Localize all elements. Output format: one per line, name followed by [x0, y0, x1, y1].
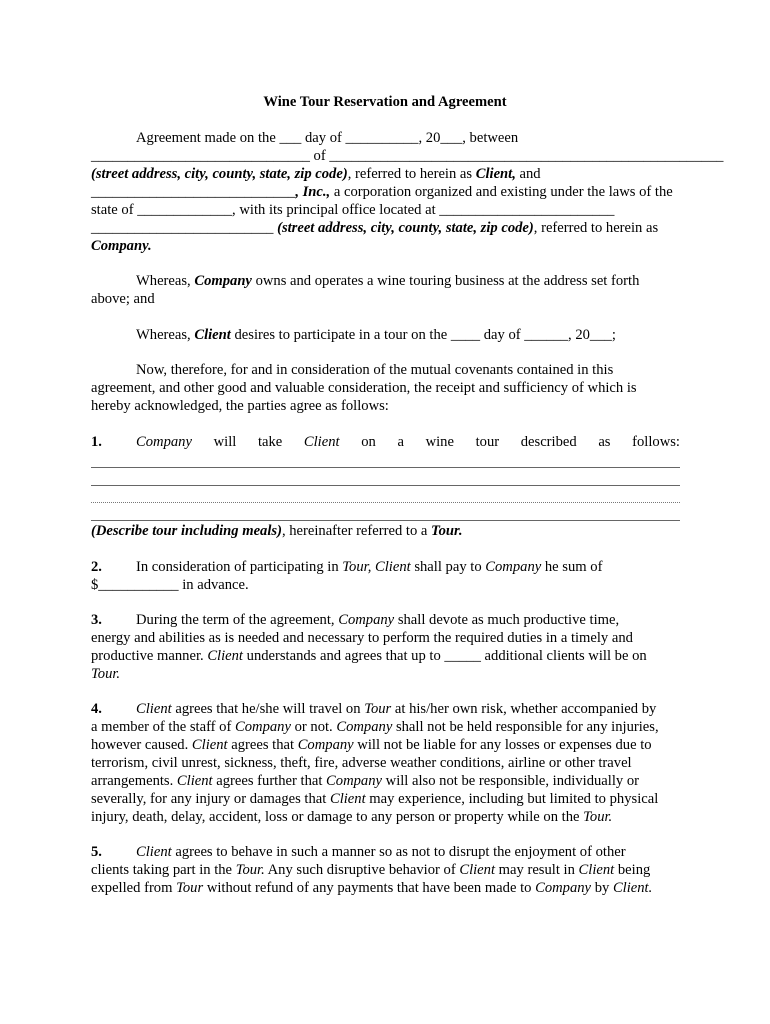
s3-l3a: productive manner. [91, 648, 208, 664]
s4-l5c: agrees further that [212, 773, 327, 789]
s2-a: In consideration of participating in [136, 559, 343, 575]
s4-l5b: Client [176, 773, 213, 789]
whereas-1-line-1 [136, 273, 639, 291]
now-line-3: hereby acknowledged, the parties agree as follows: [91, 398, 389, 414]
intro-l2b: ______________________________________________________ [329, 148, 724, 164]
section-1-description [91, 523, 463, 541]
s4-l2a: a member of the staff of [91, 719, 235, 735]
tour-description-line-3[interactable] [91, 502, 680, 503]
s5-l3b: Tour [176, 880, 204, 896]
section-2-line-1 [136, 559, 602, 577]
s5-l3c: without refund of any payments that have been made to [203, 880, 536, 896]
s4-l3e: will not be liable for any losses or expenses due to [353, 737, 652, 753]
s1-desc-b: , hereinafter referred to a [281, 523, 432, 539]
tour-description-line-1[interactable] [91, 467, 680, 468]
s5-l2e: may result in [495, 862, 579, 878]
intro-line-3 [91, 166, 541, 184]
s4-l3d: Company [297, 737, 354, 753]
s4-l2e: shall not be held responsible for any injuries, [392, 719, 659, 735]
section-5-number: 5. [91, 844, 102, 860]
intro-l4b: , Inc., [295, 184, 331, 200]
section-4-line-1 [136, 701, 656, 719]
s3-c: shall devote as much productive time, [394, 612, 620, 628]
intro-l6a: _________________________ [91, 220, 278, 236]
section-2-line-2: $___________ in advance. [91, 577, 249, 593]
s2-d: Company [485, 559, 542, 575]
intro-line-5: state of _____________, with its principal office located at ________________________ [91, 202, 615, 218]
section-5-line-3 [91, 880, 652, 898]
whereas1-a: Whereas, [136, 273, 195, 289]
section-4-line-3 [91, 737, 652, 755]
s4-l3c: agrees that [227, 737, 298, 753]
s5-l3d: Company [535, 880, 592, 896]
s4-l6a: severally, for any injury or damages that [91, 791, 330, 807]
s1-word: will [213, 434, 237, 450]
s1-word: as [598, 434, 611, 450]
section-4-line-4: terrorism, civil unrest, sickness, theft, fire, adverse weather conditions, airline or other travel [91, 755, 632, 771]
s1-word: tour [475, 434, 500, 450]
s1-word: described [520, 434, 577, 450]
s1-desc-a: (Describe tour including meals) [91, 523, 282, 539]
section-3-number: 3. [91, 612, 102, 628]
intro-l6c: , referred to herein as [533, 220, 659, 236]
section-3-line-1 [136, 612, 619, 630]
intro-line-7: Company. [91, 238, 152, 254]
intro-line-4 [91, 184, 673, 202]
s4-l3a: however caused. [91, 737, 192, 753]
whereas-1-line-2: above; and [91, 291, 155, 307]
whereas1-c: owns and operates a wine touring business at the address set forth [251, 273, 640, 289]
section-3-line-3 [91, 648, 647, 666]
s4-l7b: Tour. [583, 809, 613, 825]
s4-l1a: Client [136, 701, 172, 717]
s3-a: During the term of the agreement, [136, 612, 339, 628]
s5-l3f: Client. [612, 880, 653, 896]
whereas2-c: desires to participate in a tour on the ____ day of ______, 20___; [230, 327, 616, 343]
section-4-number: 4. [91, 701, 102, 717]
now-line-1: Now, therefore, for and in consideration of the mutual covenants contained in this [136, 362, 614, 378]
s1-word: take [257, 434, 283, 450]
section-1-line-1 [136, 434, 680, 452]
intro-l4c: a corporation organized and existing under the laws of the [330, 184, 673, 200]
section-5-line-2 [91, 862, 650, 880]
s1-desc-c: Tour. [431, 523, 463, 539]
s5-l2d: Client [459, 862, 496, 878]
intro-l3c: Client, [475, 166, 516, 182]
section-1-number: 1. [91, 434, 102, 450]
intro-line-2 [91, 148, 723, 166]
intro-l3a: (street address, city, county, state, zip code) [91, 166, 348, 182]
whereas1-b: Company [194, 273, 252, 289]
intro-l3d: and [515, 166, 541, 182]
whereas2-a: Whereas, [136, 327, 195, 343]
section-3-line-4: Tour. [91, 666, 121, 682]
s3-b: Company [338, 612, 395, 628]
s1-word: Client [303, 434, 340, 450]
tour-description-line-4[interactable] [91, 520, 680, 521]
intro-l2a: ______________________________ of [91, 148, 330, 164]
s2-c: shall pay to [410, 559, 486, 575]
whereas-2-line-1 [136, 327, 616, 345]
s1-word: wine [425, 434, 454, 450]
s5-l3e: by [591, 880, 613, 896]
document-title: Wine Tour Reservation and Agreement [263, 94, 507, 110]
s4-l6c: may experience, including but limited to physical [365, 791, 659, 807]
section-2-number: 2. [91, 559, 102, 575]
now-line-2: agreement, and other good and valuable consideration, the receipt and sufficiency of which is [91, 380, 637, 396]
intro-line-1: Agreement made on the ___ day of __________, 20___, between [136, 130, 519, 146]
s5-l2f: Client [578, 862, 615, 878]
s4-l5d: Company [326, 773, 382, 789]
intro-l6b: (street address, city, county, state, zip code) [277, 220, 534, 236]
section-5-line-1 [136, 844, 626, 862]
s5-l2c: Any such disruptive behavior of [264, 862, 460, 878]
s4-l6b: Client [329, 791, 366, 807]
section-3-line-2: energy and abilities as is needed and necessary to perform the required duties in a timely and [91, 630, 633, 646]
s1-word: Company [136, 434, 192, 450]
s1-word: on [361, 434, 376, 450]
intro-l3b: , referred to herein as [347, 166, 476, 182]
intro-l4a: ____________________________ [91, 184, 296, 200]
section-4-line-5 [91, 773, 639, 791]
s4-l1b: agrees that he/she will travel on [171, 701, 365, 717]
s5-l3a: expelled from [91, 880, 177, 896]
s4-l5a: arrangements. [91, 773, 177, 789]
s5-l2b: Tour. [235, 862, 265, 878]
s5-l2a: clients taking part in the [91, 862, 236, 878]
s5-l1b: agrees to behave in such a manner so as not to disrupt the enjoyment of other [171, 844, 626, 860]
section-4-line-6 [91, 791, 658, 809]
s4-l2c: or not. [290, 719, 337, 735]
whereas2-b: Client [194, 327, 231, 343]
s3-l3b: Client [207, 648, 243, 664]
s5-l1a: Client [136, 844, 172, 860]
intro-line-6 [91, 220, 658, 238]
s4-l1d: at his/her own risk, whether accompanied by [391, 701, 657, 717]
s4-l2d: Company [336, 719, 393, 735]
s2-e: he sum of [541, 559, 603, 575]
s2-b: Tour, Client [342, 559, 411, 575]
s3-l3c: understands and agrees that up to _____ additional clients will be on [243, 648, 647, 664]
s4-l3b: Client [191, 737, 228, 753]
s1-word: a [397, 434, 404, 450]
s4-l1c: Tour [364, 701, 392, 717]
s4-l5e: will also not be responsible, individually or [382, 773, 639, 789]
s5-l2g: being [614, 862, 651, 878]
s4-l2b: Company [235, 719, 291, 735]
s4-l7a: injury, death, delay, accident, loss or damage to any person or property while on the [91, 809, 584, 825]
s1-word: follows: [632, 434, 680, 450]
tour-description-line-2[interactable] [91, 485, 680, 486]
section-4-line-7 [91, 809, 612, 827]
section-4-line-2 [91, 719, 659, 737]
